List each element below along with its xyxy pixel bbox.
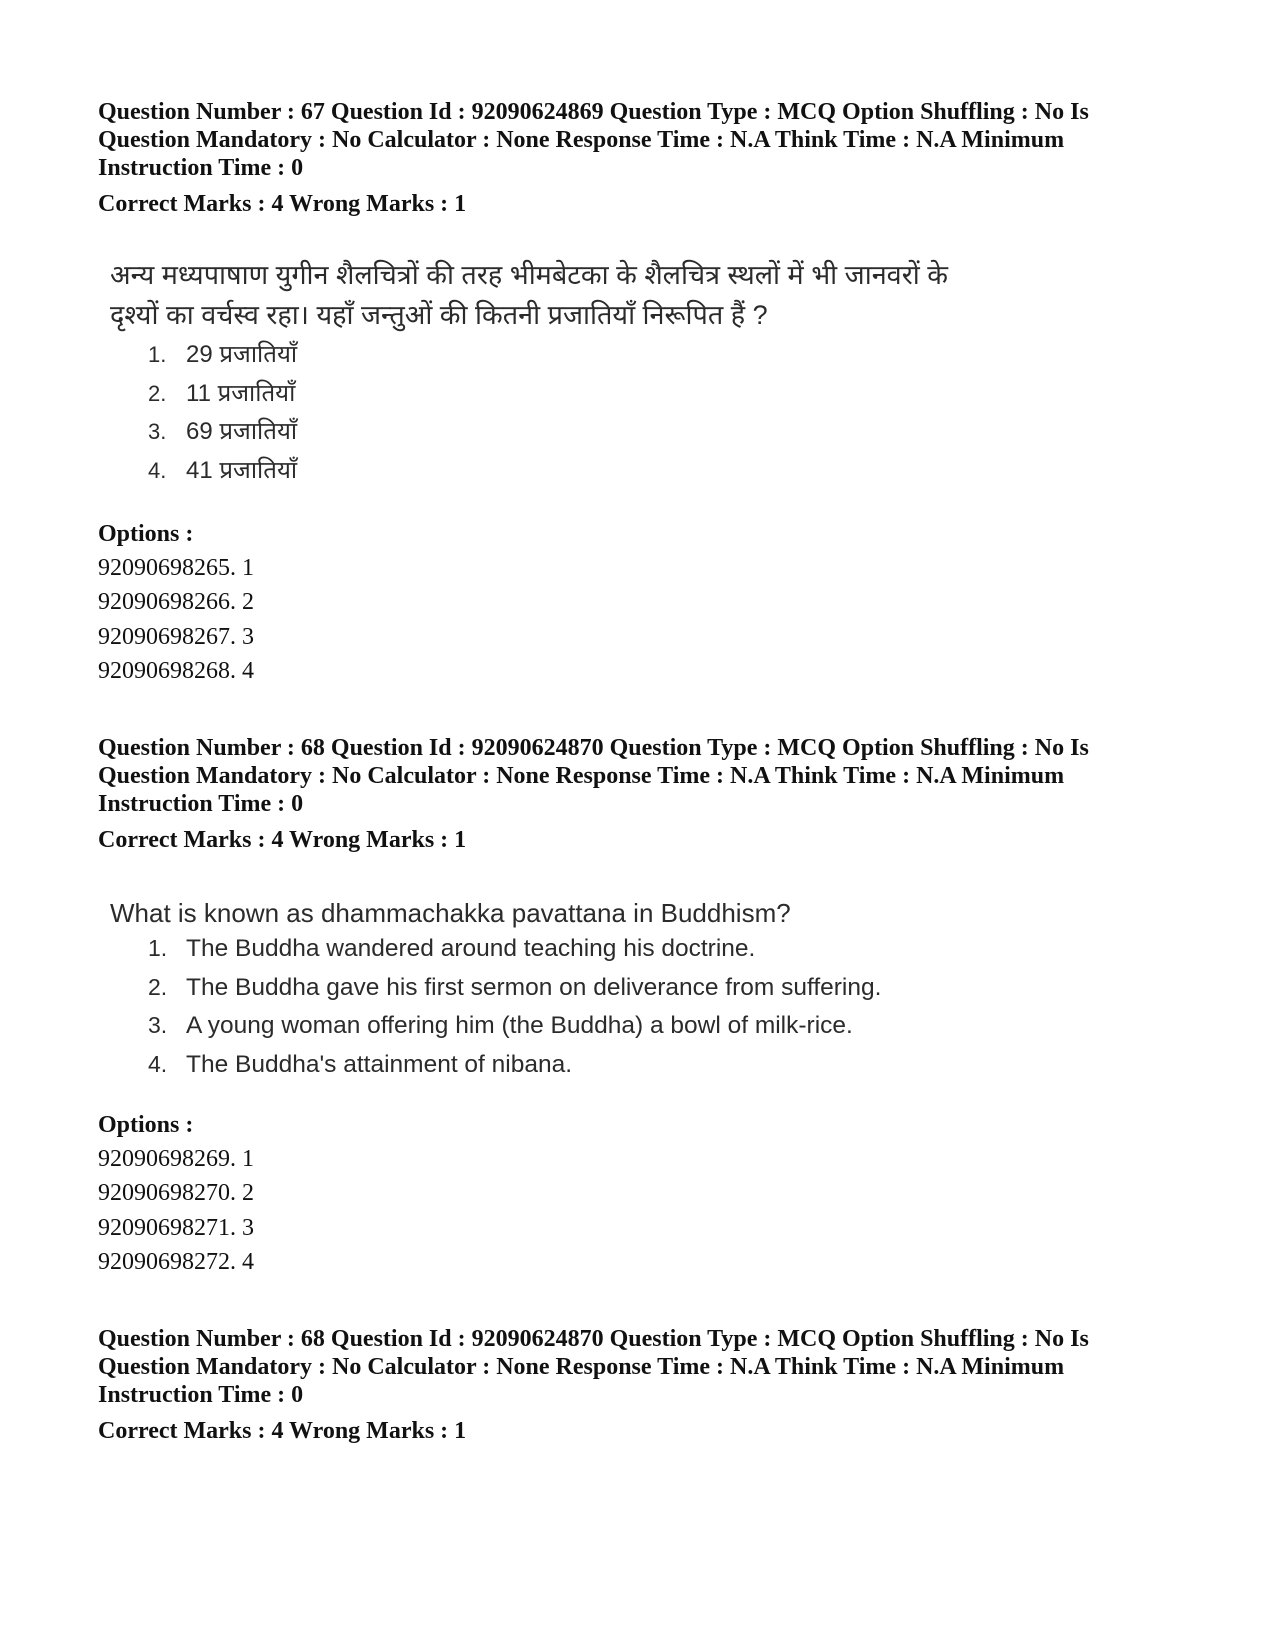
- option-item: 92090698271. 3: [98, 1214, 254, 1241]
- choice-item: [110, 974, 881, 1013]
- question-marks: Correct Marks : 4 Wrong Marks : 1: [98, 827, 467, 853]
- choice-item: [110, 1051, 881, 1090]
- option-item: 92090698266. 2: [98, 589, 254, 616]
- question-header: Question Number : 68 Question Id : 92090624870 Question Type : MCQ Option Shuffling : No Is Question Mandatory : No Calculator : None Response Time : N.A Think Time : N.A Minimum Instruction Time : 0: [98, 1326, 1089, 1408]
- choice-item: [110, 337, 960, 376]
- choice-item: [110, 376, 960, 415]
- choice-text: A young woman offering him (the Buddha) a bowl of milk-rice.: [186, 1012, 853, 1039]
- choice-text: 11 प्रजातियाँ: [186, 379, 296, 407]
- option-item: 92090698269. 1: [98, 1146, 254, 1172]
- choice-text: 41 प्रजातियाँ: [186, 456, 298, 484]
- choice-text: The Buddha gave his first sermon on deliverance from suffering.: [186, 973, 882, 1001]
- question-marks: Correct Marks : 4 Wrong Marks : 1: [98, 191, 467, 217]
- question-image: [110, 255, 960, 491]
- choice-number: 1.: [148, 342, 167, 367]
- question-header: Question Number : 67 Question Id : 92090624869 Question Type : MCQ Option Shuffling : No Is Question Mandatory : No Calculator : None Response Time : N.A Think Time : N.A Minimum Instruction Time : 0: [98, 99, 1089, 181]
- choice-item: [110, 935, 881, 974]
- question-marks: Correct Marks : 4 Wrong Marks : 1: [98, 1418, 467, 1444]
- options-list: [98, 1142, 254, 1279]
- question-text: What is known as dhammachakka pavattana in Buddhism?: [110, 898, 791, 928]
- choice-text: The Buddha's attainment of nibana.: [186, 1050, 573, 1078]
- question-text: अन्य मध्यपाषाण युगीन शैलचित्रों की तरह भीमबेटका के शैलचित्र स्थलों में भी जानवरों के दृश्यों का वर्चस्व रहा। यहाँ जन्तुओं की कितनी प्रजातियाँ निरूपित हैं ?: [110, 260, 948, 330]
- choice-list: [110, 935, 881, 1089]
- option-item: 92090698268. 4: [98, 657, 254, 684]
- option-item: 92090698267. 3: [98, 623, 254, 650]
- choice-text: The Buddha wandered around teaching his doctrine.: [186, 935, 756, 962]
- question-image: [110, 893, 881, 1089]
- choice-number: 2.: [148, 973, 168, 1000]
- options-list: [98, 551, 254, 688]
- options-label: Options :: [98, 521, 194, 547]
- choice-number: 3.: [148, 1012, 168, 1038]
- choice-item: [110, 414, 960, 453]
- options-label: Options :: [98, 1112, 194, 1138]
- choice-number: 4.: [148, 1050, 168, 1077]
- choice-number: 1.: [148, 935, 168, 961]
- choice-number: 3.: [148, 419, 167, 444]
- choice-number: 2.: [148, 380, 167, 406]
- choice-text: 29 प्रजातियाँ: [186, 341, 298, 368]
- option-item: 92090698265. 1: [98, 555, 254, 581]
- choice-item: [110, 453, 960, 492]
- choice-item: [110, 1012, 881, 1051]
- choice-text: 69 प्रजातियाँ: [186, 418, 298, 445]
- choice-number: 4.: [148, 457, 167, 483]
- choice-list: [110, 337, 960, 491]
- option-item: 92090698270. 2: [98, 1180, 254, 1207]
- option-item: 92090698272. 4: [98, 1248, 254, 1275]
- question-header: Question Number : 68 Question Id : 92090624870 Question Type : MCQ Option Shuffling : No Is Question Mandatory : No Calculator : None Response Time : N.A Think Time : N.A Minimum Instruction Time : 0: [98, 735, 1089, 817]
